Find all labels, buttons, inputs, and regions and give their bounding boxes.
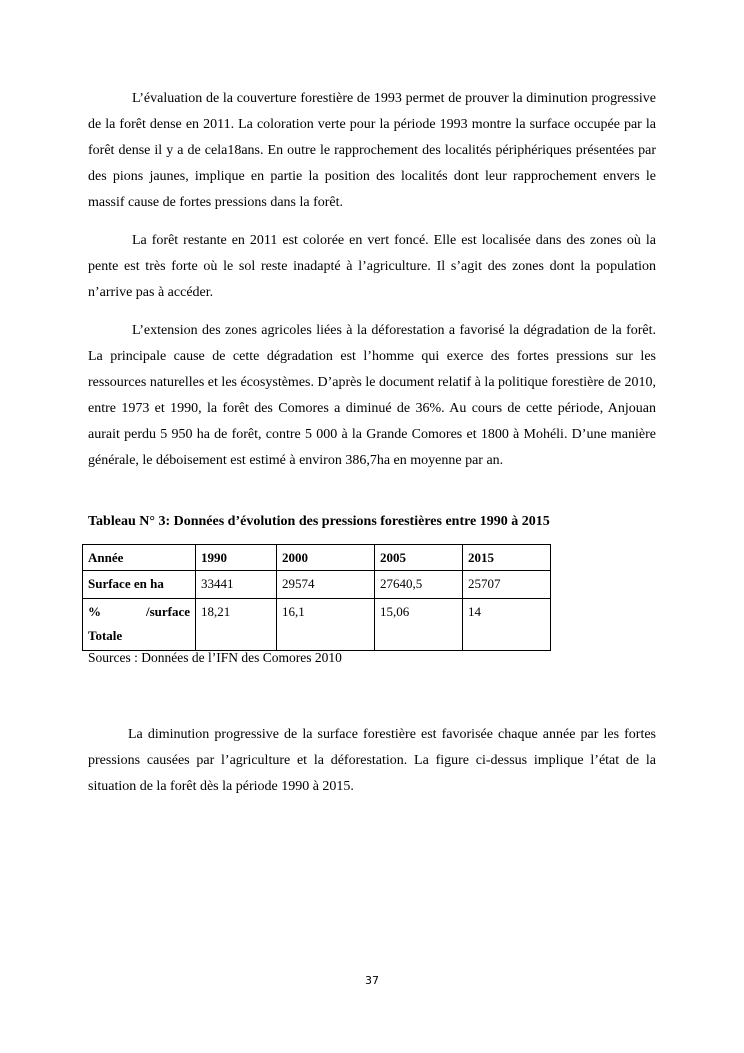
percent-label-total: Totale (88, 628, 123, 643)
table-row-percent (83, 599, 551, 651)
row-label-percent (83, 599, 196, 651)
paragraph-forest-cover-1993: L’évaluation de la couverture forestière de 1993 permet de prouver la diminution progressive de la forêt dense en 2011. La coloration verte pour la période 1993 montre la surface occupée par la forêt dense il y a de cela18ans. En outre le rapprochement des localités périphériques présentées par des pions jaunes, implique en partie la position des localités dont leur rapprochement envers le massif cause de fortes pressions dans la forêt. (88, 91, 656, 210)
cell-surface-2005: 27640,5 (375, 571, 463, 599)
table-header-row (83, 545, 551, 571)
header-cell-2000: 2000 (277, 545, 375, 571)
cell-percent-2005: 15,06 (375, 599, 463, 651)
paragraph-remaining-forest-2011: La forêt restante en 2011 est colorée en vert foncé. Elle est localisée dans des zones où la pente est très forte où le sol reste inadapté à l’agriculture. Il s’agit des zones dont la population n’arrive pas à accéder. (88, 233, 656, 300)
cell-surface-2000: 29574 (277, 571, 375, 599)
header-cell-2005: 2005 (375, 545, 463, 571)
table-row-surface (83, 571, 551, 599)
row-label-surface: Surface en ha (83, 571, 196, 599)
percent-label-symbol: % (88, 604, 101, 619)
header-cell-1990: 1990 (196, 545, 277, 571)
header-cell-year: Année (83, 545, 196, 571)
forest-pressure-table (82, 544, 551, 651)
header-cell-2015: 2015 (463, 545, 551, 571)
cell-percent-1990: 18,21 (196, 599, 277, 651)
page-number: 37 (365, 974, 379, 987)
cell-surface-1990: 33441 (196, 571, 277, 599)
table-source: Sources : Données de l’IFN des Comores 2010 (88, 650, 342, 665)
cell-percent-2015: 14 (463, 599, 551, 651)
paragraph-progressive-decrease: La diminution progressive de la surface forestière est favorisée chaque année par les fortes pressions causées par l’agriculture et la déforestation. La figure ci-dessus implique l’état de la situation de la forêt dès la période 1990 à 2015. (88, 727, 656, 794)
cell-surface-2015: 25707 (463, 571, 551, 599)
cell-percent-2000: 16,1 (277, 599, 375, 651)
percent-label-surface: /surface (145, 604, 190, 619)
paragraph-agricultural-extension: L’extension des zones agricoles liées à la déforestation a favorisé la dégradation de la forêt. La principale cause de cette dégradation est l’homme qui exerce des fortes pressions sur les ressources naturelles et les écosystèmes. D’après le document relatif à la politique forestière de 2010, entre 1973 et 1990, la forêt des Comores a diminué de 36%. Au cours de cette période, Anjouan aurait perdu 5 950 ha de forêt, contre 5 000 à la Grande Comores et 1800 à Mohéli. D’une manière générale, le déboisement est estimé à environ 386,7ha en moyenne par an. (88, 323, 656, 468)
table-caption: Tableau N° 3: Données d’évolution des pressions forestières entre 1990 à 2015 (88, 514, 550, 529)
